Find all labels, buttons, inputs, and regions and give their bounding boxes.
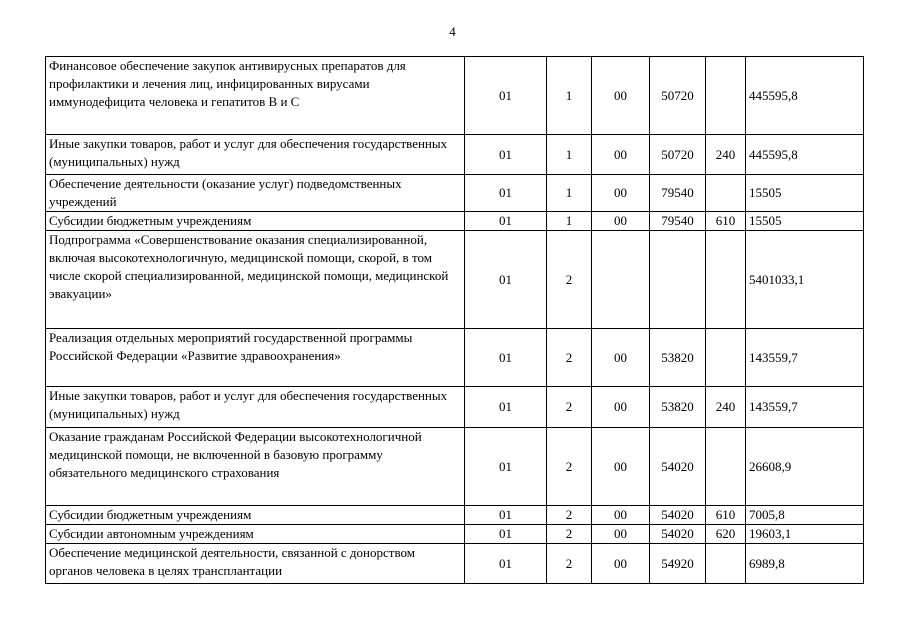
code-cell: 54020 (650, 525, 706, 544)
code-cell: 2 (547, 525, 592, 544)
amount-cell: 26608,9 (746, 428, 864, 506)
table-row (46, 135, 864, 175)
code-cell (706, 544, 746, 584)
table-row (46, 175, 864, 212)
row-description: Финансовое обеспечение закупок антивирусных препаратов для профилактики и лечения лиц, инфицированных вирусами иммунодефицита человека и гепатитов B и C (46, 57, 465, 135)
row-description: Иные закупки товаров, работ и услуг для обеспечения государственных (муниципальных) нужд (46, 135, 465, 175)
code-cell (706, 231, 746, 329)
amount-cell: 15505 (746, 175, 864, 212)
amount-cell: 15505 (746, 212, 864, 231)
row-description: Субсидии бюджетным учреждениям (46, 506, 465, 525)
code-cell: 01 (465, 135, 547, 175)
code-cell: 00 (592, 506, 650, 525)
code-cell: 1 (547, 57, 592, 135)
amount-cell: 6989,8 (746, 544, 864, 584)
code-cell: 01 (465, 387, 547, 428)
code-cell: 610 (706, 506, 746, 525)
code-cell: 00 (592, 135, 650, 175)
amount-cell: 143559,7 (746, 329, 864, 387)
code-cell: 50720 (650, 57, 706, 135)
table-row (46, 428, 864, 506)
code-cell (706, 175, 746, 212)
table-row (46, 329, 864, 387)
amount-cell: 19603,1 (746, 525, 864, 544)
code-cell (706, 428, 746, 506)
code-cell: 53820 (650, 329, 706, 387)
table-row (46, 57, 864, 135)
code-cell: 2 (547, 387, 592, 428)
code-cell: 2 (547, 506, 592, 525)
code-cell: 01 (465, 506, 547, 525)
code-cell: 2 (547, 329, 592, 387)
code-cell: 01 (465, 175, 547, 212)
code-cell: 53820 (650, 387, 706, 428)
code-cell: 610 (706, 212, 746, 231)
code-cell: 00 (592, 57, 650, 135)
code-cell: 240 (706, 135, 746, 175)
code-cell: 01 (465, 231, 547, 329)
code-cell: 2 (547, 544, 592, 584)
row-description: Иные закупки товаров, работ и услуг для обеспечения государственных (муниципальных) нужд (46, 387, 465, 428)
budget-table (45, 56, 864, 584)
row-description: Обеспечение медицинской деятельности, связанной с донорством органов человека в целях трансплантации (46, 544, 465, 584)
code-cell: 00 (592, 387, 650, 428)
code-cell: 01 (465, 525, 547, 544)
amount-cell: 143559,7 (746, 387, 864, 428)
code-cell: 79540 (650, 212, 706, 231)
code-cell: 54020 (650, 428, 706, 506)
row-description: Подпрограмма «Совершенствование оказания специализированной, включая высокотехнологичную, медицинской помощи, скорой, в том числе скорой специализированной, медицинской помощи, медицинской эвакуации» (46, 231, 465, 329)
code-cell: 01 (465, 212, 547, 231)
code-cell: 00 (592, 329, 650, 387)
table-row (46, 212, 864, 231)
code-cell: 240 (706, 387, 746, 428)
table-row (46, 506, 864, 525)
table-row (46, 525, 864, 544)
code-cell: 54020 (650, 506, 706, 525)
code-cell: 00 (592, 175, 650, 212)
row-description: Реализация отдельных мероприятий государственной программы Российской Федерации «Развитие здравоохранения» (46, 329, 465, 387)
code-cell: 1 (547, 212, 592, 231)
code-cell: 620 (706, 525, 746, 544)
row-description: Оказание гражданам Российской Федерации высокотехнологичной медицинской помощи, не включенной в базовую программу обязательного медицинского страхования (46, 428, 465, 506)
code-cell: 01 (465, 428, 547, 506)
code-cell: 01 (465, 57, 547, 135)
code-cell (592, 231, 650, 329)
code-cell: 00 (592, 544, 650, 584)
amount-cell: 445595,8 (746, 57, 864, 135)
row-description: Субсидии автономным учреждениям (46, 525, 465, 544)
code-cell: 50720 (650, 135, 706, 175)
code-cell: 54920 (650, 544, 706, 584)
code-cell (650, 231, 706, 329)
row-description: Субсидии бюджетным учреждениям (46, 212, 465, 231)
code-cell (706, 329, 746, 387)
code-cell: 1 (547, 135, 592, 175)
table-row (46, 231, 864, 329)
table-row (46, 544, 864, 584)
code-cell: 01 (465, 329, 547, 387)
code-cell: 00 (592, 212, 650, 231)
code-cell: 2 (547, 428, 592, 506)
table-row (46, 387, 864, 428)
code-cell: 00 (592, 525, 650, 544)
amount-cell: 7005,8 (746, 506, 864, 525)
page-number: 4 (449, 24, 456, 39)
code-cell: 79540 (650, 175, 706, 212)
row-description: Обеспечение деятельности (оказание услуг) подведомственных учреждений (46, 175, 465, 212)
amount-cell: 5401033,1 (746, 231, 864, 329)
code-cell: 00 (592, 428, 650, 506)
code-cell (706, 57, 746, 135)
code-cell: 01 (465, 544, 547, 584)
code-cell: 2 (547, 231, 592, 329)
code-cell: 1 (547, 175, 592, 212)
amount-cell: 445595,8 (746, 135, 864, 175)
